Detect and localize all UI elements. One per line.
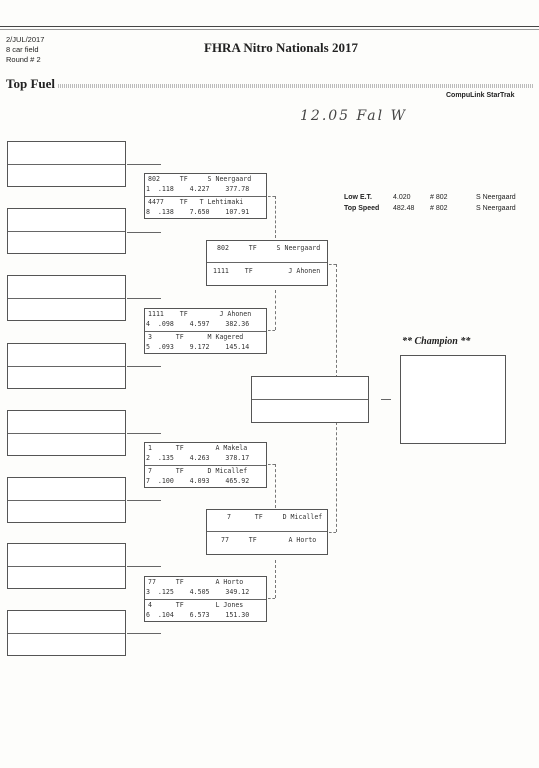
class-title-rule <box>58 84 534 88</box>
round1-match-3-bot-line2: 7 .100 4.093 465.92 <box>146 477 250 485</box>
entrant-slot-5[interactable] <box>7 410 126 456</box>
entrant-slot-4[interactable] <box>7 343 126 389</box>
handwritten-note: 12.05 Fal W <box>300 108 407 124</box>
round1-match-1-bot-line1: 4477 TF T Lehtimaki <box>148 198 244 206</box>
round1-match-3[interactable] <box>144 442 267 488</box>
page-title: FHRA Nitro Nationals 2017 <box>204 40 358 55</box>
low-et-value: 4.020 <box>393 194 411 201</box>
round1-match-2-top-line1: 1111 TF J Ahonen <box>148 310 252 318</box>
class-title: Top Fuel <box>6 76 56 91</box>
round1-match-4-top-line2: 3 .125 4.505 349.12 <box>146 588 250 596</box>
round1-match-3-top-line2: 2 .135 4.263 378.17 <box>146 454 250 462</box>
entrant-slot-7[interactable] <box>7 543 126 589</box>
field-label: 8 car field <box>6 45 39 54</box>
entrant-slot-3[interactable] <box>7 275 126 321</box>
round1-match-1-top-line1: 802 TF S Neergaard <box>148 175 252 183</box>
round2-match-2[interactable] <box>206 509 328 555</box>
round1-match-2-bot-line1: 3 TF M Kagered <box>148 333 244 341</box>
system-label: CompuLink StarTrak <box>446 92 515 99</box>
round1-match-3-top-line1: 1 TF A Makela <box>148 444 248 452</box>
entrant-slot-6[interactable] <box>7 477 126 523</box>
round1-match-1-top-line2: 1 .118 4.227 377.78 <box>146 185 250 193</box>
date-label: 2/JUL/2017 <box>6 35 45 44</box>
round1-match-4[interactable] <box>144 576 267 622</box>
top-speed-label: Top Speed <box>344 205 380 212</box>
round1-match-3-bot-line1: 7 TF D Micallef <box>148 467 248 475</box>
round1-match-2-top-line2: 4 .098 4.597 382.36 <box>146 320 250 328</box>
low-et-number: # 802 <box>430 194 448 201</box>
low-et-driver: S Neergaard <box>476 194 516 201</box>
top-speed-number: # 802 <box>430 205 448 212</box>
round1-match-1-bot-line2: 8 .138 7.650 107.91 <box>146 208 250 216</box>
round1-match-2-bot-line2: 5 .093 9.172 145.14 <box>146 343 250 351</box>
round1-match-2[interactable] <box>144 308 267 354</box>
entrant-slot-2[interactable] <box>7 208 126 254</box>
final-match[interactable] <box>251 376 369 423</box>
round2-match-2-bot: 77 TF A Horto <box>221 536 317 544</box>
round1-match-4-top-line1: 77 TF A Horto <box>148 578 244 586</box>
top-speed-value: 482.48 <box>393 205 415 212</box>
round-label: Round # 2 <box>6 55 41 64</box>
entrant-slot-1[interactable] <box>7 141 126 187</box>
entrant-slot-8[interactable] <box>7 610 126 656</box>
round2-match-1[interactable] <box>206 240 328 286</box>
champion-label: ** Champion ** <box>402 336 471 347</box>
top-speed-driver: S Neergaard <box>476 205 516 212</box>
round2-match-2-top: 7 TF D Micallef <box>227 513 323 521</box>
low-et-label: Low E.T. <box>344 194 372 201</box>
round1-match-1[interactable] <box>144 173 267 219</box>
round2-match-1-top: 802 TF S Neergaard <box>217 244 321 252</box>
round1-match-4-bot-line2: 6 .104 6.573 151.30 <box>146 611 250 619</box>
round2-match-1-bot: 1111 TF J Ahonen <box>213 267 321 275</box>
champion-box[interactable] <box>400 355 506 444</box>
round1-match-4-bot-line1: 4 TF L Jones <box>148 601 244 609</box>
